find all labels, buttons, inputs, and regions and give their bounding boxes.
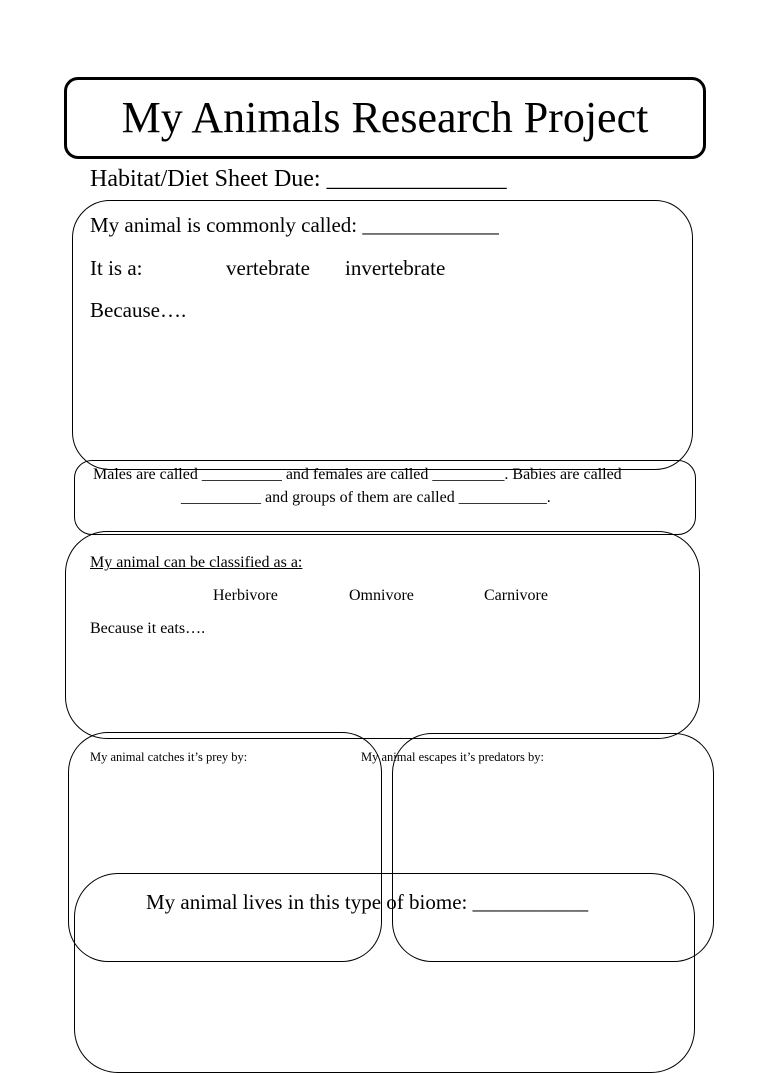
classification-heading: My animal can be classified as a:: [90, 554, 303, 571]
page-title: My Animals Research Project: [121, 93, 649, 142]
vertebrate-option[interactable]: vertebrate: [226, 256, 310, 280]
prey-label: My animal catches it’s prey by:: [90, 750, 248, 764]
common-name-field[interactable]: My animal is commonly called: _____________: [90, 213, 499, 237]
carnivore-option[interactable]: Carnivore: [484, 587, 548, 604]
invertebrate-option[interactable]: invertebrate: [345, 256, 446, 280]
because-label: Because….: [90, 298, 187, 322]
males-females-line: Males are called __________ and females are called _________. Babies are called: [93, 466, 622, 483]
animal-name-section: [72, 200, 693, 470]
predators-label: My animal escapes it’s predators by:: [361, 750, 544, 764]
it-is-a-label: It is a:: [90, 256, 143, 280]
babies-groups-line: __________ and groups of them are called ___________.: [181, 489, 551, 506]
because-eats-label: Because it eats….: [90, 620, 206, 637]
herbivore-option[interactable]: Herbivore: [213, 587, 278, 604]
biome-field[interactable]: My animal lives in this type of biome: ___________: [146, 890, 589, 914]
omnivore-option[interactable]: Omnivore: [349, 587, 414, 604]
title-box: [64, 77, 706, 159]
due-date-line: Habitat/Diet Sheet Due: _______________: [90, 166, 507, 192]
